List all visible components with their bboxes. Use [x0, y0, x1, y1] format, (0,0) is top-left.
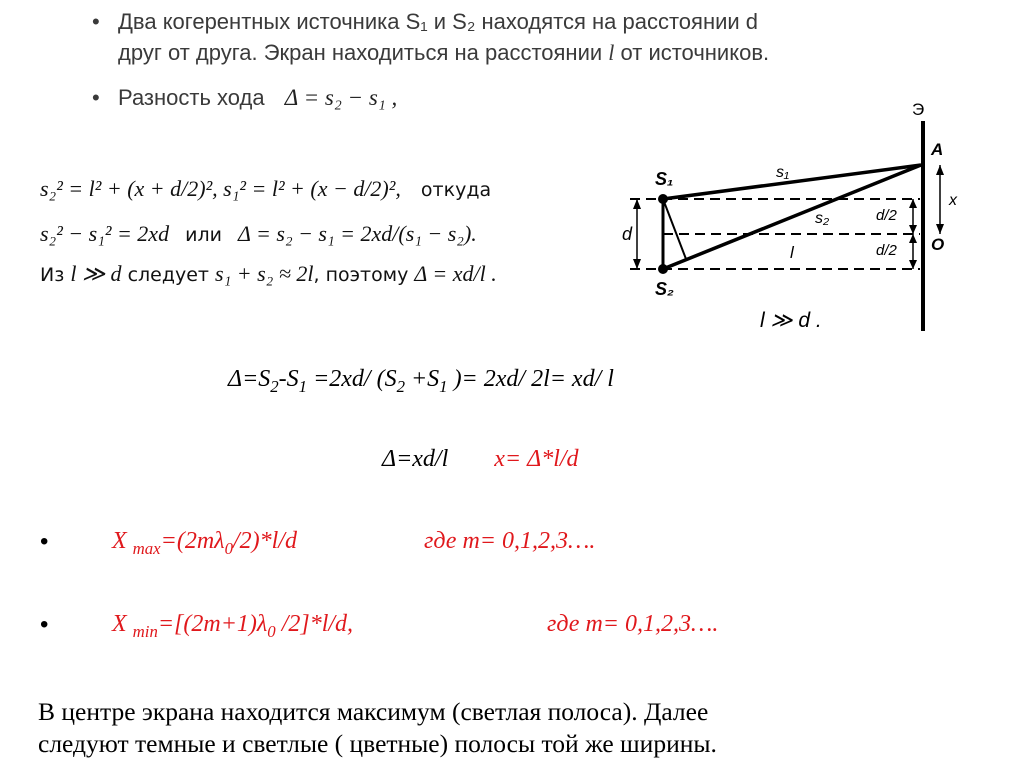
x-arrow-up: [936, 165, 944, 175]
eq1-part: -S: [278, 366, 299, 392]
intro-line-2-l: l: [608, 40, 615, 65]
label-screen: Э: [912, 100, 925, 119]
xmax-formula-a: =(2mλ: [160, 528, 225, 554]
label-o: O: [931, 235, 945, 254]
eq1-part: +S: [404, 366, 440, 392]
label-a: A: [931, 140, 944, 159]
label-s2: S₂: [655, 279, 674, 299]
xmax-label: X: [112, 528, 133, 554]
xmax-where: где m= 0,1,2,3….: [424, 528, 596, 554]
d-arrow-down: [633, 259, 641, 269]
xmin-formula: [112, 611, 353, 642]
intro-line-1: Два когерентных источника S₁ и S₂ находятся на расстоянии d: [118, 9, 759, 34]
label-s1: S₁: [655, 169, 674, 189]
bullet-marker: •: [92, 9, 100, 34]
xmin-label: X: [112, 611, 133, 637]
half-d-arrow-3: [909, 234, 917, 243]
xmin-sub: min: [132, 621, 158, 641]
eq1-part: Δ=S: [228, 366, 271, 392]
perpendicular: [663, 199, 686, 259]
textbook-row-2: [40, 221, 477, 247]
row3-a: Из: [40, 264, 65, 286]
intro-line-2-a: друг от друга. Экран находиться на расстоянии: [118, 40, 609, 65]
x-arrow-down: [936, 224, 944, 234]
xmin-formula-b: /2]*l/d,: [275, 611, 354, 637]
eq1-sub: 1: [439, 376, 448, 396]
bullet-marker: •: [40, 611, 49, 638]
bullet-marker: •: [92, 85, 100, 110]
label-half-d-bottom: d/2: [876, 242, 897, 259]
eq1-sub: 2: [396, 376, 405, 396]
eq1-sub: 2: [270, 376, 279, 396]
xmax-formula: [112, 528, 297, 559]
intro-line-2-b: от источников.: [614, 40, 770, 65]
eq2-a: Δ=xd/l: [382, 446, 449, 472]
eq2-b: x= Δ*l/d: [494, 446, 579, 472]
half-d-arrow-1: [909, 199, 917, 208]
label-l: l: [790, 243, 794, 262]
eq1-part: )= 2xd/ 2l= xd/ l: [447, 366, 614, 392]
lambda-sub: 0: [224, 538, 233, 558]
label-half-d-top: d/2: [876, 207, 897, 224]
half-d-arrow-2: [909, 225, 917, 234]
conclusion-text: [38, 696, 998, 760]
xmax-sub: max: [132, 538, 161, 558]
d-arrow-up: [633, 199, 641, 209]
bullet-marker: •: [40, 528, 49, 555]
row3-e: , поэтому: [313, 264, 409, 286]
xmin-where: где m= 0,1,2,3….: [547, 611, 719, 637]
conclusion-line-1: В центре экрана находится максимум (светлая полоса). Далее: [38, 697, 709, 726]
row1-formula: s₂² = l² + (x + d/2)², s₁² = l² + (x − d/2)²,: [40, 176, 401, 201]
conclusion-line-2: следуют темные и светлые ( цветные) полосы той же ширины.: [38, 729, 717, 758]
xmin-row: [40, 611, 840, 639]
xmin-formula-a: =[(2m+1)λ: [157, 611, 268, 637]
label-ray-s2: s₂: [815, 210, 830, 227]
top-bullet-1: [92, 6, 922, 68]
intro-line-2: [118, 37, 922, 68]
textbook-row-3: [40, 261, 497, 287]
label-d: d: [622, 224, 633, 244]
label-ray-s1: s₁: [776, 164, 790, 181]
interference-diagram: [600, 95, 980, 345]
row2-formula-a: s₂² − s₁² = 2xd: [40, 221, 170, 246]
path-difference-formula: Δ = s₂ − s₁ ,: [284, 85, 398, 110]
eq1-part: =2xd/ (S: [307, 366, 397, 392]
row2-word: или: [185, 224, 222, 246]
row3-d: s₁ + s₂ ≈ 2l: [215, 261, 314, 286]
half-d-arrow-4: [909, 260, 917, 269]
equation-2: [382, 446, 579, 473]
equation-1: [228, 366, 614, 397]
row3-f: Δ = xd/l .: [414, 261, 497, 286]
path-difference-label: Разность хода: [118, 85, 265, 110]
row2-formula-b: Δ = s₂ − s₁ = 2xd/(s₁ − s₂).: [238, 221, 477, 246]
label-condition: l ≫ d .: [760, 309, 822, 332]
row1-word: откуда: [420, 179, 492, 201]
label-x: x: [949, 192, 957, 209]
top-bullet-2: [92, 82, 592, 113]
xmax-formula-b: /2)*l/d: [232, 528, 297, 554]
xmax-row: [40, 528, 740, 556]
row3-c: следует: [127, 264, 209, 286]
lambda-sub: 0: [267, 621, 276, 641]
row3-b: l ≫ d: [70, 261, 122, 286]
textbook-row-1: [40, 176, 491, 202]
eq1-sub: 1: [298, 376, 308, 396]
